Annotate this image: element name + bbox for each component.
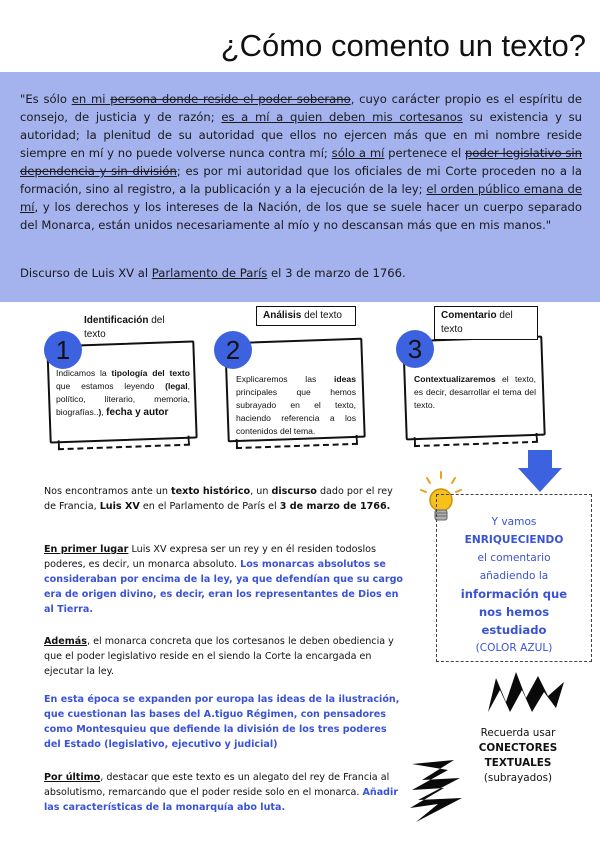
enrich-box [436, 494, 592, 662]
paragraph-enlightenment: En esta época se expanden por europa las ideas de la ilustración, que cuestionan las bases del A.tiguo Régimen, con pensadores como Montesquieu que defiende la división de los tres poderes del Estado (legislativo, ejecutivo y judicial) [44, 694, 400, 750]
connectors-line: TEXTUALES [484, 757, 552, 769]
connectors-line: Recuerda usar [480, 727, 556, 739]
step-3-number: 3 [396, 330, 434, 368]
step-3-text: Contextualizaremos el texto, es decir, desarrollar el tema del texto. [414, 374, 536, 410]
enrich-line: añadiendo la [479, 570, 549, 582]
paragraph-last: Por último, destacar que este texto es un alegato del rey de Francia al absolutismo, remarcando que el poder reside solo en el monarca. Añadir las características de la monarquía abo luta. [44, 772, 399, 813]
enrich-line: información que [460, 587, 568, 601]
enrich-line: el comentario [477, 552, 551, 564]
enrich-line: Y vamos [491, 516, 537, 528]
enrich-line: estudiado [481, 623, 547, 637]
step-2-number: 2 [214, 331, 252, 369]
quote-box [0, 72, 600, 302]
step-2-title: Análisis del texto [256, 306, 356, 326]
step-3-title: Comentario del texto [434, 306, 538, 340]
step-1-text: Indicamos la tipología del texto que estamos leyendo (legal, político, literario, memoria, biografías..), fecha y autor [56, 368, 190, 418]
connectors-line: (subrayados) [483, 772, 553, 784]
paragraph-second: Además, el monarca concreta que los cortesanos le deben obediencia y que el poder legislativo reside en el siendo la Corte la encargada en ejecutar la ley. [44, 636, 394, 677]
paragraph-intro: Nos encontramos ante un texto histórico, un discurso dado por el rey de Francia, Luis XV en el Parlamento de París el 3 de marzo de 1766. [44, 486, 393, 512]
quote-text: "Es sólo en mi persona donde reside el poder soberano, cuyo carácter propio es el espíritu de consejo, de justicia y de razón; es a mí a quien deben mis cortesanos su existencia y su autoridad; la plenitud de su autoridad que ellos no ejercen más que en mi nombre reside siempre en mí y no puede volverse nunca contra mí; sólo a mí pertenece el poder legislativo sin dependencia y sin división; es por mi autoridad que los oficiales de mi Corte proceden no a la formación, sino al registro, a la publicación y a la ejecución de la ley; el orden público emana de mí, y los derechos y los intereses de la Nación, de los que se suele hacer un cuerpo separado del Monarca, están unidos necesariamente al mío y no descansan más que en mis manos." [20, 92, 583, 232]
enrich-line: (COLOR AZUL) [475, 642, 553, 654]
step-1-title: Identificación del texto [78, 311, 188, 345]
zigzag-scribble-icon [486, 668, 566, 716]
zigzag-scribble-icon [408, 758, 464, 824]
enrich-line: ENRIQUECIENDO [464, 534, 564, 546]
quote-source: Discurso de Luis XV al Parlamento de París el 3 de marzo de 1766. [20, 266, 406, 280]
step-1-number: 1 [44, 331, 82, 369]
paragraph-first: En primer lugar Luis XV expresa ser un rey y en él residen todoslos poderes, es decir, un monarca absoluto. Los monarcas absolutos se consideraban por encima de la ley, ya que defendían que su cargo era de origen divino, es decir, eran los representantes de Dios en al Tierra. [44, 544, 404, 615]
step-2-text: Explicaremos las ideas principales que hemos subrayado en el texto, haciendo referencia a los contenidos del tema. [236, 374, 356, 436]
enrich-line: nos hemos [478, 605, 550, 619]
connectors-line: CONECTORES [478, 742, 558, 754]
page-title: ¿Cómo comento un texto? [220, 28, 586, 63]
connectors-note [456, 726, 580, 786]
